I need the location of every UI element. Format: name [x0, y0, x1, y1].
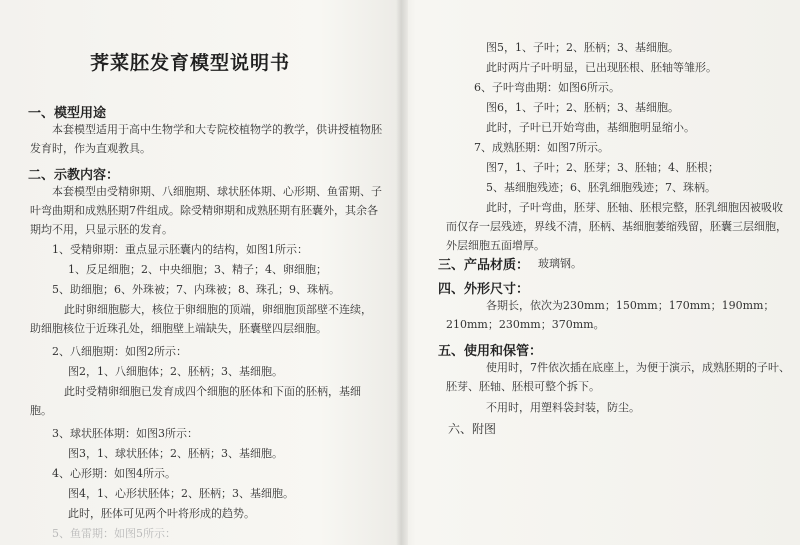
section-4-heading: 四、外形尺寸：: [438, 282, 530, 297]
item-1: 1、受精卵期：重点显示胚囊内的结构，如图1所示：: [52, 243, 308, 256]
item-7: 7、成熟胚期：如图7所示。: [474, 141, 609, 154]
fig7-note: 此时，子叶弯曲，胚芽、胚轴、胚根完整，胚乳细胞因被吸收而仅存一层残迹，界线不清，胚柄、基细胞萎缩残留，胚囊三层细胞，外层细胞五面增厚。: [446, 201, 787, 252]
item-2-parts: 图2，1、八细胞体；2、胚柄；3、基细胞。: [68, 365, 283, 378]
section-2-heading: 二、示教内容：: [28, 168, 120, 183]
item-5: 5、鱼雷期：如图5所示：: [52, 527, 176, 540]
section-5-text-2: 不用时，用塑料袋封装，防尘。: [486, 401, 640, 414]
section-5-heading: 五、使用和保管：: [438, 344, 543, 359]
item-1-parts-b: 5、助细胞；6、外珠被；7、内珠被；8、珠孔；9、珠柄。: [52, 283, 340, 296]
left-page: [0, 0, 398, 545]
item-2-note: 此时受精卵细胞已发育成四个细胞的胚体和下面的胚柄，基细胞。: [30, 385, 361, 417]
item-1-note: 此时卵细胞膨大，核位于卵细胞的顶端，卵细胞顶部壁不连续，助细胞核位于近珠孔处，细胞壁上端缺失，胚囊壁四层细胞。: [30, 303, 372, 335]
item-4: 4、心形期：如图4所示。: [52, 467, 176, 480]
fig7-parts-a: 图7，1、子叶；2、胚芽；3、胚轴；4、胚根；: [486, 161, 719, 174]
section-6-heading: 六、附图: [448, 422, 497, 436]
section-1-text: 本套模型适用于高中生物学和大专院校植物学的教学，供讲授植物胚发育时，作为直观教具。: [30, 123, 382, 155]
section-4-text: 各期长，依次为230mm；150mm；170mm；190mm；210mm；230mm；370mm。: [446, 299, 775, 331]
fig6-parts: 图6，1、子叶；2、胚柄；3、基细胞。: [486, 101, 679, 114]
document-title: 荠菜胚发育模型说明书: [90, 52, 291, 74]
section-3-value: 玻璃钢。: [538, 257, 582, 270]
section-1-heading: 一、模型用途: [28, 106, 107, 121]
item-6: 6、子叶弯曲期：如图6所示。: [474, 81, 620, 94]
item-4-note: 此时，胚体可见两个叶将形成的趋势。: [68, 507, 255, 520]
item-3-parts: 图3，1、球状胚体；2、胚柄；3、基细胞。: [68, 447, 283, 460]
fig7-parts-b: 5、基细胞残迹；6、胚乳细胞残迹；7、珠柄。: [486, 181, 716, 194]
fig5-note: 此时两片子叶明显，已出现胚根、胚轴等雏形。: [486, 61, 717, 74]
item-2: 2、八细胞期：如图2所示：: [52, 345, 187, 358]
item-1-parts-a: 1、反足细胞；2、中央细胞；3、精子；4、卵细胞；: [68, 263, 327, 276]
section-5-text: 使用时，7件依次插在底座上，为便于演示，成熟胚期的子叶、胚芽、胚轴、胚根可整个拆下。: [446, 361, 790, 393]
right-page: [408, 0, 800, 545]
fig6-note: 此时，子叶已开始弯曲，基细胞明显缩小。: [486, 121, 695, 134]
item-4-parts: 图4，1、心形状胚体；2、胚柄；3、基细胞。: [68, 487, 294, 500]
section-3-heading: 三、产品材质：: [438, 258, 530, 273]
item-3: 3、球状胚体期：如图3所示：: [52, 427, 198, 440]
fig5-parts: 图5，1、子叶；2、胚柄；3、基细胞。: [486, 41, 679, 54]
section-2-text: 本套模型由受精卵期、八细胞期、球状胚体期、心形期、鱼雷期、子叶弯曲期和成熟胚期7件组成。除受精卵期和成熟胚期有胚囊外，其余各期均不用，只显示胚的发育。: [30, 185, 382, 236]
